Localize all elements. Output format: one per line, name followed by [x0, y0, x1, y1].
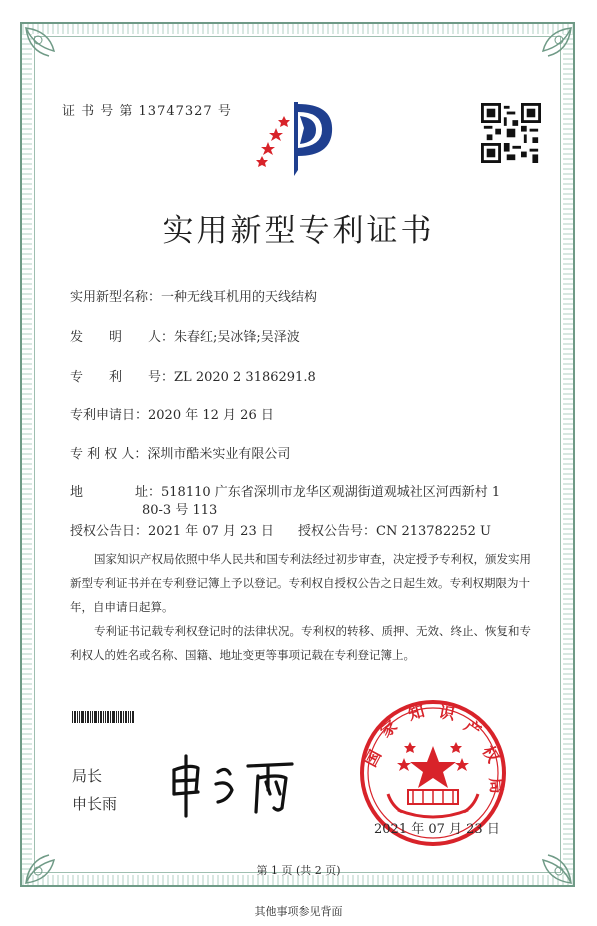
field-value: 朱春红;吴冰锋;吴泽波 — [174, 330, 300, 345]
field-address-continued — [142, 499, 217, 518]
svg-text:家: 家 — [376, 716, 401, 742]
field-value: 深圳市酷米实业有限公司 — [147, 447, 291, 462]
field-patentee — [70, 443, 290, 462]
field-inventor — [70, 326, 300, 345]
director-signature — [168, 750, 298, 820]
field-label: 授权公告日： — [70, 524, 149, 539]
statement-line: 利权人的姓名或名称、国籍、地址变更等事项记载在专利登记簿上。 — [70, 648, 415, 662]
svg-text:国: 国 — [360, 746, 386, 770]
statement-line: 国家知识产权局依照中华人民共和国专利法经过初步审查，决定授予专利权，颁发实用 — [94, 552, 531, 566]
field-label: 实用新型名称： — [70, 290, 162, 305]
director-name: 申长雨 — [72, 795, 118, 813]
svg-text:权: 权 — [478, 742, 503, 766]
barcode-icon — [72, 711, 134, 723]
field-value: 2021 年 07 月 23 日 — [148, 524, 274, 539]
field-utility-model-name — [70, 286, 317, 305]
certificate-title: 实用新型专利证书 — [162, 213, 435, 249]
field-label: 专 利 权 人： — [70, 447, 148, 462]
field-grant-date — [70, 520, 274, 539]
field-grant-publication-number — [298, 520, 491, 539]
certificate-number: 证 书 号 第 13747327 号 — [62, 104, 232, 119]
statement-line: 专利证书记载专利权登记时的法律状况。专利权的转移、质押、无效、终止、恢复和专 — [94, 624, 531, 638]
seal-date: 2021 年 07 月 23 日 — [374, 822, 500, 837]
certificate-statement — [70, 547, 540, 667]
field-value: CN 213782252 U — [376, 524, 491, 539]
corner-ornament-top-left — [24, 26, 74, 76]
cnipa-logo-icon — [254, 98, 340, 178]
statement-line: 年，自申请日起算。 — [70, 600, 174, 614]
field-value: 2020 年 12 月 26 日 — [148, 408, 274, 423]
field-label: 发 明 人： — [70, 330, 175, 345]
field-value: 80-3 号 113 — [142, 503, 218, 518]
qr-code-icon — [481, 103, 541, 163]
field-label: 地 址： — [70, 485, 162, 500]
field-value: 518110 广东省深圳市龙华区观湖街道观城社区河西新村 1 — [161, 485, 501, 500]
page-indicator: 第 1 页 (共 2 页) — [256, 864, 341, 877]
field-patent-number — [70, 366, 316, 385]
field-value: ZL 2020 2 3186291.8 — [174, 370, 316, 385]
svg-text:识: 识 — [437, 702, 457, 724]
statement-line: 新型专利证书并在专利登记簿上予以登记。专利权自授权公告之日起生效。专利权期限为十 — [70, 576, 530, 590]
field-value: 一种无线耳机用的天线结构 — [161, 290, 318, 305]
field-label: 专利申请日： — [70, 408, 149, 423]
footnote: 其他事项参见背面 — [254, 905, 343, 918]
svg-text:局: 局 — [486, 776, 507, 795]
corner-ornament-top-right — [523, 26, 573, 76]
field-address — [70, 481, 500, 500]
field-label: 专 利 号： — [70, 370, 175, 385]
director-title: 局长 — [72, 767, 103, 785]
field-label: 授权公告号： — [298, 524, 377, 539]
field-filing-date — [70, 404, 274, 423]
svg-text:产: 产 — [460, 715, 485, 741]
svg-text:知: 知 — [406, 701, 427, 724]
